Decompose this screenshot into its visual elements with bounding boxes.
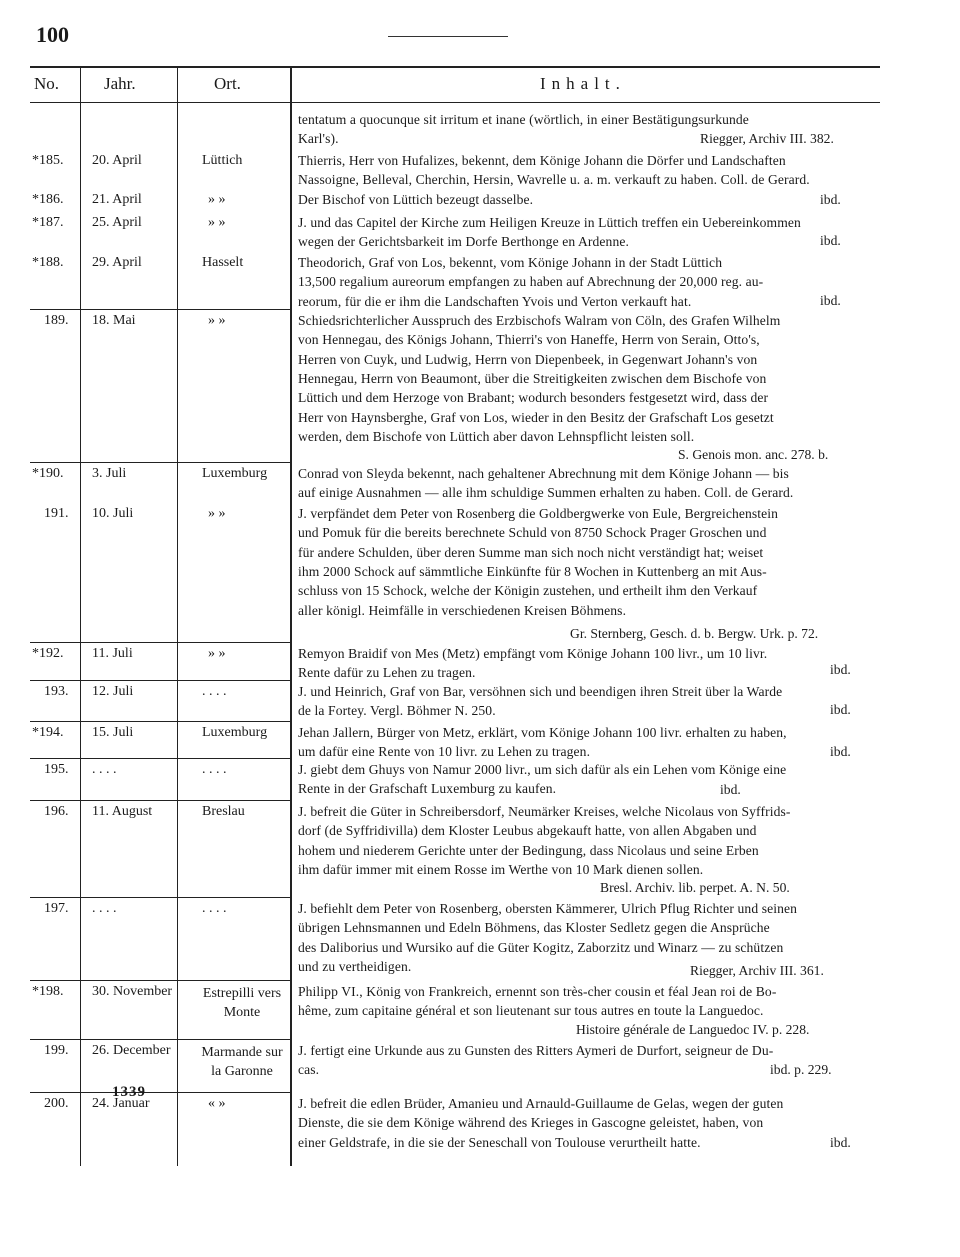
row-separator: [30, 680, 292, 681]
entry-jahr: 29. April: [92, 255, 142, 270]
entry-text-line: ihm 2000 Schock auf sämmtliche Einkünfte für 8 Wochen in Kuttenberg an mit Aus-: [298, 563, 767, 579]
entry-text-line: Nassoigne, Belleval, Cherchin, Hersin, Wavrelle u. a. m. verkauft zu haben. Coll. de Gerard.: [298, 172, 810, 188]
entry-ort: » »: [208, 646, 226, 661]
entry-ort: « »: [208, 1096, 226, 1111]
continuation-source: Riegger, Archiv III. 382.: [700, 131, 834, 146]
entry-text-line: Conrad von Sleyda bekennt, nach gehaltener Abrechnung mit dem Könige Johann — bis: [298, 466, 789, 481]
entry-jahr: 26. December: [92, 1043, 171, 1058]
row-separator: [30, 642, 292, 643]
entry-text-line: J. befreit die Güter in Schreibersdorf, Neumärker Kreises, welche Nicolaus von Syffrids-: [298, 804, 791, 819]
entry-text-line: J. und Heinrich, Graf von Bar, versöhnen sich und beendigen ihren Streit über la Warde: [298, 684, 783, 699]
entry-text-line: Philipp VI., König von Frankreich, ernennt son très-cher cousin et féal Jean roi de Bo-: [298, 984, 777, 999]
header-ort: Ort.: [214, 74, 241, 93]
entry-text-line: hême, zum capitaine général et son lieutenant sur tous autres en toute la Languedoc.: [298, 1003, 764, 1019]
column-divider-no: [80, 66, 81, 1166]
row-separator: [30, 897, 292, 898]
entry-number: *192.: [32, 646, 64, 661]
entry-number: 197.: [44, 901, 69, 916]
entry-text-line: von Hennegau, des Königs Johann, Thierri's von Haneffe, Herrn von Serain, Otto's,: [298, 332, 760, 348]
entry-jahr: . . . .: [92, 901, 117, 916]
entry-number: *185.: [32, 153, 64, 168]
header-no: No.: [34, 74, 60, 93]
entry-source: ibd.: [820, 192, 841, 207]
table-top-rule: [30, 66, 880, 68]
entry-text-line: Herr von Haynsberghe, Graf von Los, wieder in den Besitz der Grafschaft Los gesetzt: [298, 409, 774, 425]
entry-text-line: Schiedsrichterlicher Ausspruch des Erzbischofs Walram von Cöln, des Grafen Wilhelm: [298, 313, 781, 328]
entry-jahr: 11. Juli: [92, 646, 133, 661]
entry-number: *188.: [32, 255, 64, 270]
entry-jahr: 11. August: [92, 804, 153, 819]
entry-text-line: 13,500 regalium aureorum empfangen zu haben auf Abrechnung der 20,000 reg. au-: [298, 274, 764, 290]
entry-source: Gr. Sternberg, Gesch. d. b. Bergw. Urk. p. 72.: [570, 626, 819, 641]
continuation-line: tentatum a quocunque sit irritum et inane (wörtlich, in einer Bestätigungsurkunde: [298, 112, 749, 127]
entry-number: *198.: [32, 984, 64, 999]
entry-ort: Estrepilli vers Monte: [202, 986, 282, 1020]
entry-source: ibd.: [830, 744, 851, 759]
header-jahr: Jahr.: [104, 74, 136, 93]
row-separator: [30, 1039, 292, 1040]
entry-text-line: aller königl. Heimfälle in verschiedenen Kreisen Böhmens.: [298, 602, 627, 618]
entry-text-line: reorum, für die er ihm die Landschaften Yvois und Verton verkauft hat.: [298, 293, 692, 309]
entry-number: *186.: [32, 192, 64, 207]
entry-text-line: J. verpfändet dem Peter von Rosenberg die Goldbergwerke von Eule, Bergreichenstein: [298, 506, 779, 521]
entry-text-line: einer Geldstrafe, in die sie der Seneschall von Toulouse verurtheilt hatte.: [298, 1134, 701, 1150]
entry-text-line: ihm dafür immer mit einem Rosse im Werthe von 10 Mark dienen sollen.: [298, 861, 704, 877]
table-header-rule: [30, 102, 880, 103]
entry-source: Bresl. Archiv. lib. perpet. A. N. 50.: [600, 880, 790, 895]
entry-ort: Hasselt: [202, 255, 244, 270]
entry-ort: . . . .: [202, 762, 227, 777]
entry-number: *187.: [32, 215, 64, 230]
entry-text-line: J. und das Capitel der Kirche zum Heiligen Kreuze in Lüttich treffen ein Uebereinkommen: [298, 215, 801, 230]
entry-source: ibd.: [830, 702, 851, 717]
entry-number: 195.: [44, 762, 69, 777]
row-separator: [30, 1092, 292, 1093]
entry-ort: . . . .: [202, 901, 227, 916]
entry-text-line: übrigen Lehnsmannen und Edeln Böhmens, das Kloster Sedletz gegen die Ansprüche: [298, 920, 770, 936]
entry-text-line: Hennegau, Herrn von Beaumont, über die Streitigkeiten zwischen dem Bischofe von: [298, 370, 767, 386]
entry-text-line: für andere Schulden, über deren Summe man sich noch nicht verständigt hat; weiset: [298, 544, 764, 560]
entry-number: 199.: [44, 1043, 69, 1058]
entry-ort: » »: [208, 192, 226, 207]
row-separator: [30, 800, 292, 801]
entry-text-line: dorf (de Syffridivilla) dem Kloster Leubus abgekauft hatte, von allen Abgaben und: [298, 823, 757, 839]
row-separator: [30, 462, 292, 463]
entry-number: *194.: [32, 725, 64, 740]
entry-text-line: J. befiehlt dem Peter von Rosenberg, obersten Kämmerer, Ulrich Pflug Richter und seinen: [298, 901, 798, 916]
entry-text-line: des Daliborius und Wursiko auf die Güter Kogitz, Zaborzitz und Winarz — zu schützen: [298, 939, 784, 955]
entry-source: S. Genois mon. anc. 278. b.: [678, 447, 829, 462]
entry-text-line: wegen der Gerichtsbarkeit im Dorfe Berthonge en Ardenne.: [298, 234, 629, 250]
entry-jahr: 12. Juli: [92, 684, 134, 699]
entry-text-line: werden, dem Bischofe von Lüttich aber davon Lehnspflicht leisten soll.: [298, 428, 695, 444]
row-separator: [30, 309, 292, 310]
entry-text-line: J. befreit die edlen Brüder, Amanieu und Arnauld-Guillaume de Gelas, wegen der guten: [298, 1096, 784, 1111]
row-separator: [30, 758, 292, 759]
entry-source: ibd.: [830, 1135, 851, 1150]
entry-source: ibd.: [820, 293, 841, 308]
entry-text-line: und Pomuk für die bereits berechnete Schuld von 8750 Schock Prager Groschen und: [298, 525, 767, 541]
entry-jahr: 30. November: [92, 984, 173, 999]
entry-jahr: 10. Juli: [92, 506, 134, 521]
entry-jahr: 20. April: [92, 153, 142, 168]
entry-source: Histoire générale de Languedoc IV. p. 228.: [576, 1022, 810, 1037]
column-divider-jahr: [177, 66, 178, 1166]
entry-number: *190.: [32, 466, 64, 481]
entry-number: 191.: [44, 506, 69, 521]
entry-text-line: hohem und niederem Gerichte unter der Bedingung, dass Nicolaus und seine Erben: [298, 842, 759, 858]
entry-text-line: Herren von Cuyk, und Ludwig, Herrn von Diepenbeek, in Gegenwart Johann's von: [298, 351, 758, 367]
entry-text-line: Rente dafür zu Lehen zu tragen.: [298, 665, 476, 681]
entry-source: ibd. p. 229.: [770, 1062, 832, 1077]
header-inhalt: Inhalt.: [540, 74, 626, 93]
entry-jahr: 3. Juli: [92, 466, 127, 481]
entry-text-line: Remyon Braidif von Mes (Metz) empfängt vom Könige Johann 100 livr., um 10 livr.: [298, 646, 768, 661]
entry-ort: » »: [208, 215, 226, 230]
entry-text-line: auf einige Ausnahmen — alle ihm schuldige Summen erhalten zu haben. Coll. de Gerard.: [298, 485, 794, 501]
entry-ort: . . . .: [202, 684, 227, 699]
entry-text-line: und zu vertheidigen.: [298, 958, 412, 974]
entry-number: 196.: [44, 804, 69, 819]
entry-jahr: 25. April: [92, 215, 142, 230]
entry-ort: Luxemburg: [202, 725, 268, 740]
entry-text-line: J. fertigt eine Urkunde aus zu Gunsten des Ritters Aymeri de Durfort, seigneur de Du-: [298, 1043, 774, 1058]
entry-text-line: Thierris, Herr von Hufalizes, bekennt, dem Könige Johann die Dörfer und Landschaften: [298, 153, 786, 168]
entry-text-line: Rente in der Grafschaft Luxemburg zu kaufen.: [298, 781, 557, 797]
entry-source: ibd.: [830, 662, 851, 677]
page-number: 100: [36, 22, 69, 47]
entry-ort: Luxemburg: [202, 466, 268, 481]
entry-ort: » »: [208, 313, 226, 328]
entry-source: Riegger, Archiv III. 361.: [690, 963, 824, 978]
entry-ort: Marmande sur la Garonne: [201, 1045, 283, 1079]
entry-text-line: Lüttich und dem Herzoge von Brabant; wodurch besonders festgesetzt wird, dass der: [298, 390, 769, 406]
entry-source: ibd.: [720, 782, 741, 797]
entry-text-line: de la Fortey. Vergl. Böhmer N. 250.: [298, 703, 496, 719]
row-separator: [30, 980, 292, 981]
entry-jahr: 24. Januar: [92, 1096, 150, 1111]
row-separator: [30, 721, 292, 722]
entry-text-line: um dafür eine Rente von 10 livr. zu Lehen zu tragen.: [298, 744, 591, 760]
entry-text-line: Theodorich, Graf von Los, bekennt, vom Könige Johann in der Stadt Lüttich: [298, 255, 723, 270]
column-divider-ort: [290, 66, 292, 1166]
entry-number: 189.: [44, 313, 69, 328]
entry-text-line: cas.: [298, 1062, 320, 1078]
entry-jahr: 18. Mai: [92, 313, 136, 328]
entry-text-line: Jehan Jallern, Bürger von Metz, erklärt, vom Könige Johann 100 livr. erhalten zu haben,: [298, 725, 787, 740]
year-marker: 1339: [112, 1084, 146, 1100]
header-rule: [388, 36, 508, 37]
entry-ort: » »: [208, 506, 226, 521]
entry-jahr: 15. Juli: [92, 725, 134, 740]
entry-text-line: J. giebt dem Ghuys von Namur 2000 livr., um sich dafür als ein Lehen vom Könige eine: [298, 762, 787, 777]
entry-jahr: 21. April: [92, 192, 142, 207]
entry-number: 193.: [44, 684, 69, 699]
entry-ort: Breslau: [202, 804, 245, 819]
entry-text-line: schluss von 15 Schock, welche der Königin zustehen, und ertheilt ihm den Verkauf: [298, 583, 758, 599]
entry-jahr: . . . .: [92, 762, 117, 777]
continuation-line: Karl's).: [298, 131, 339, 146]
entry-number: 200.: [44, 1096, 69, 1111]
entry-source: ibd.: [820, 233, 841, 248]
entry-text-line: Der Bischof von Lüttich bezeugt dasselbe.: [298, 192, 534, 207]
entry-text-line: Dienste, die sie dem Könige während des Krieges in Gascogne geleistet, haben, von: [298, 1115, 764, 1131]
entry-ort: Lüttich: [202, 153, 243, 168]
